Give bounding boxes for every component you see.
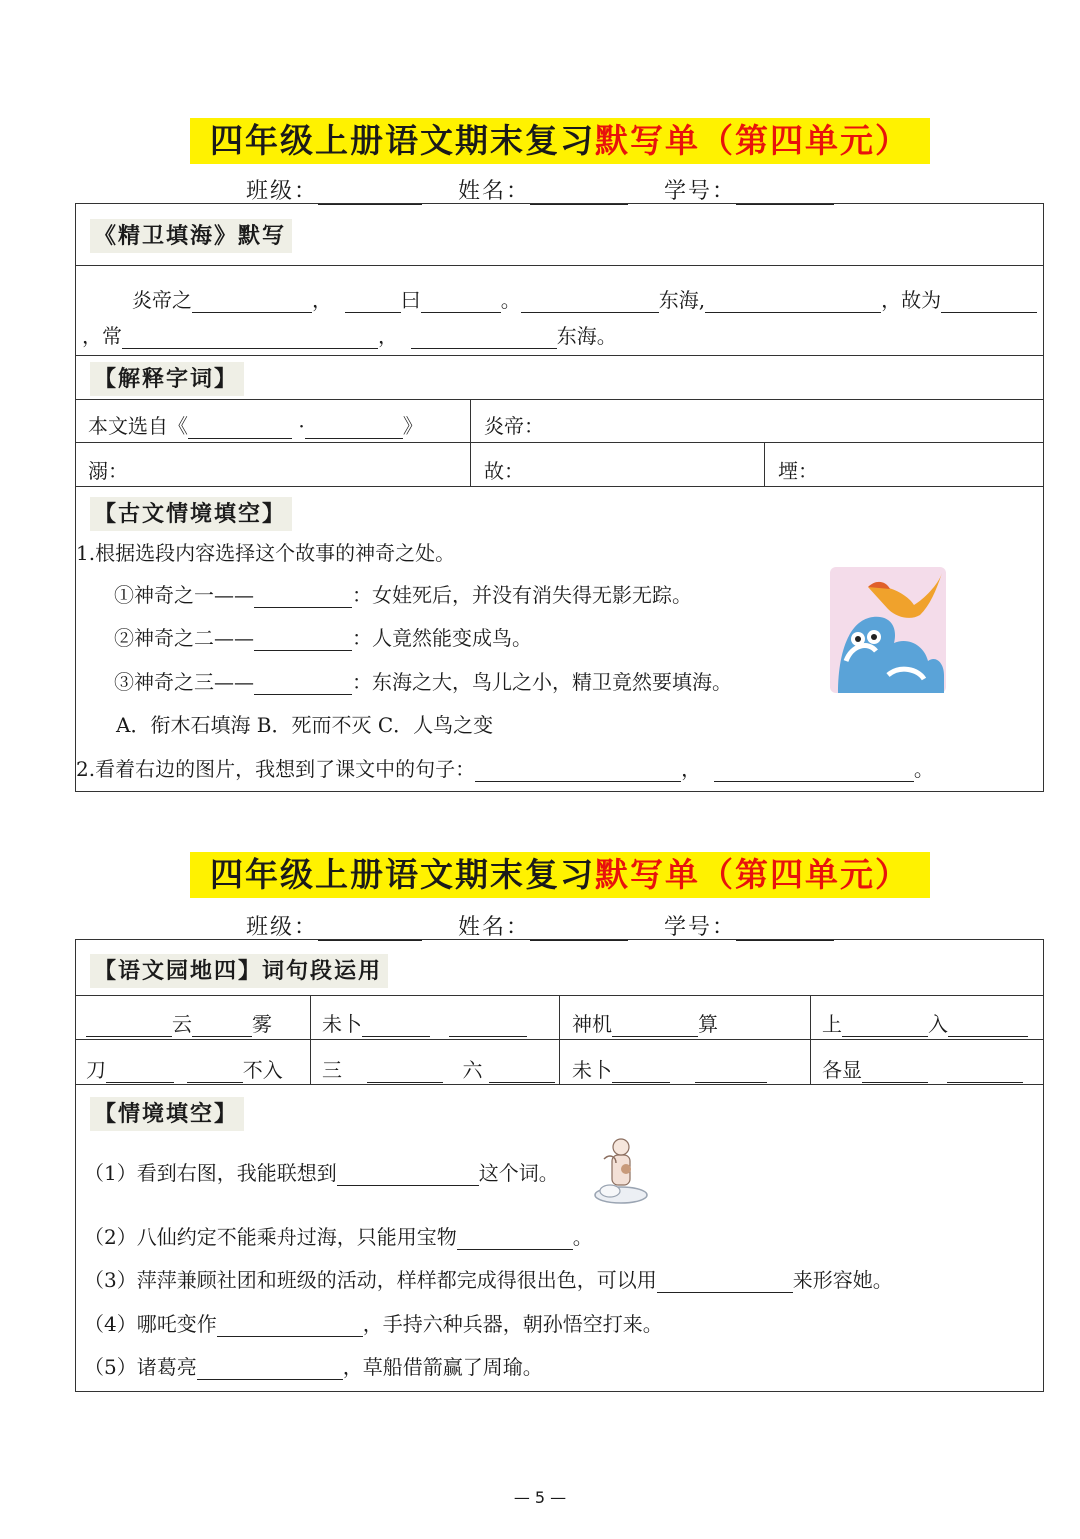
item-text: （5）诸葛亮 — [84, 1355, 197, 1379]
blank[interactable] — [489, 1060, 555, 1083]
sheet1-box — [75, 203, 1044, 792]
blank[interactable] — [122, 326, 378, 349]
poem-text: ， — [378, 324, 398, 348]
idiom-char: 各显 — [822, 1058, 862, 1082]
idiom-cell — [322, 1008, 527, 1037]
poem-text: 东海。 — [556, 324, 617, 348]
divider — [310, 1040, 311, 1084]
blank[interactable] — [345, 290, 401, 313]
poem-text: 东海, — [658, 288, 706, 312]
poem-line-1 — [132, 284, 1037, 313]
q2-end: 。 — [913, 757, 934, 781]
q2-comma: ， — [681, 757, 702, 781]
class-label: 班级： — [245, 915, 318, 940]
idiom-cell — [86, 1008, 272, 1037]
q1-item-3 — [114, 666, 732, 695]
source-label: 本文选自《 — [88, 414, 188, 438]
name-blank[interactable] — [530, 182, 628, 205]
id-label: 学号： — [663, 915, 736, 940]
idiom-cell — [572, 1008, 718, 1037]
idiom-row-2 — [76, 1040, 1043, 1085]
item-text: （4）哪吒变作 — [84, 1312, 217, 1336]
poem-header: 《精卫填海》默写 — [90, 219, 292, 253]
scenario-header: 【情境填空】 — [90, 1097, 244, 1131]
idiom-cell — [822, 1054, 1023, 1083]
page-number: — 5 — — [513, 1488, 567, 1507]
blank[interactable] — [197, 1357, 343, 1380]
item-text: 这个词。 — [478, 1161, 559, 1185]
blank[interactable] — [254, 628, 352, 651]
item-text: ：女娃死后，并没有消失得无影无踪。 — [352, 583, 692, 607]
explain-header: 【解释字词】 — [90, 362, 244, 396]
sheet2-box — [75, 939, 1044, 1392]
source-end: 》 — [402, 414, 423, 438]
item-text: （1）看到右图，我能联想到 — [84, 1161, 337, 1185]
idiom-cell — [572, 1054, 767, 1083]
item-label: ③神奇之三—— — [114, 670, 254, 694]
blank[interactable] — [947, 1060, 1023, 1083]
item-label: ②神奇之二—— — [114, 626, 254, 650]
scenario-item-4 — [84, 1308, 663, 1337]
idiom-char: 不入 — [242, 1058, 283, 1082]
idiom-char: 未卜 — [322, 1012, 362, 1036]
poem-text: 曰 — [400, 288, 421, 312]
blank[interactable] — [612, 1014, 698, 1037]
divider — [810, 996, 811, 1039]
ni-cell: 溺： — [88, 459, 128, 483]
gu-cell: 故： — [484, 459, 524, 483]
scenario-section — [76, 1085, 1043, 1393]
idiom-cell — [822, 1008, 1028, 1037]
blank[interactable] — [192, 1014, 252, 1037]
item-text: ，手持六种兵器，朝孙悟空打来。 — [362, 1312, 663, 1336]
sheet2-meta — [0, 910, 1080, 941]
item-text: 来形容她。 — [792, 1268, 893, 1292]
yandi-cell: 炎帝： — [484, 414, 544, 438]
blank[interactable] — [217, 1314, 363, 1337]
idiom-cell — [322, 1054, 555, 1083]
blank[interactable] — [411, 326, 557, 349]
blank[interactable] — [254, 585, 352, 608]
idiom-char: 刀 — [86, 1058, 106, 1082]
blank[interactable] — [337, 1163, 479, 1186]
source-cell — [88, 410, 423, 439]
idiom-row-1 — [76, 996, 1043, 1040]
q2 — [76, 753, 934, 782]
blank[interactable] — [521, 290, 659, 313]
item-text: （3）萍萍兼顾社团和班级的活动，样样都完成得很出色，可以用 — [84, 1268, 657, 1292]
idiom-char: 上 — [822, 1012, 842, 1036]
blank[interactable] — [305, 416, 403, 439]
idiom-char: 六 — [462, 1058, 483, 1082]
divider — [810, 1040, 811, 1084]
idiom-char: 云 — [172, 1012, 192, 1036]
divider — [470, 443, 471, 486]
scenario-item-5 — [84, 1351, 543, 1380]
context-section — [76, 487, 1043, 793]
blank[interactable] — [449, 1014, 527, 1037]
idiom-char: 三 — [322, 1058, 342, 1082]
poem-text: ，常 — [82, 324, 122, 348]
scenario-item-3 — [84, 1264, 893, 1293]
blank[interactable] — [695, 1060, 767, 1083]
q1: 1.根据选段内容选择这个故事的神奇之处。 — [76, 541, 456, 565]
id-label: 学号： — [663, 179, 736, 204]
title-red: 默写单（第四单元） — [595, 121, 910, 160]
poem-text: 。 — [500, 288, 521, 312]
poem-header-row — [76, 204, 1043, 266]
id-blank[interactable] — [736, 182, 834, 205]
scenario-item-1 — [84, 1157, 559, 1186]
q1-item-2 — [114, 622, 532, 651]
blank[interactable] — [862, 1060, 928, 1083]
source-row — [76, 400, 1043, 443]
item-text: （2）八仙约定不能乘舟过海，只能用宝物 — [84, 1225, 457, 1249]
name-label: 姓名： — [457, 915, 530, 940]
poem-text: ， — [312, 288, 332, 312]
sheet2-title — [190, 852, 930, 898]
class-blank[interactable] — [318, 182, 422, 205]
blank[interactable] — [86, 1014, 172, 1037]
id-blank[interactable] — [736, 918, 834, 941]
idiom-char: 雾 — [252, 1012, 272, 1036]
source-dot: · — [298, 414, 305, 438]
name-blank[interactable] — [530, 918, 628, 941]
blank[interactable] — [362, 1014, 430, 1037]
poem-fill-row — [76, 266, 1043, 356]
idiom-char: 算 — [698, 1012, 718, 1036]
yin-cell: 堙： — [778, 459, 818, 483]
poem-text: ，故为 — [881, 288, 942, 312]
jingwei-bird-wave-illustration — [828, 565, 948, 695]
item-label: ①神奇之一—— — [114, 583, 254, 607]
idiom-cell — [86, 1054, 283, 1083]
item-text: 。 — [572, 1225, 593, 1249]
blank[interactable] — [254, 672, 352, 695]
title-black: 四年级上册语文期末复习 — [210, 121, 595, 160]
blank[interactable] — [842, 1014, 928, 1037]
blank[interactable] — [705, 290, 881, 313]
word-row — [76, 443, 1043, 487]
blank[interactable] — [948, 1014, 1028, 1037]
poem-text: 炎帝之 — [132, 288, 192, 312]
divider — [559, 1040, 560, 1084]
divider — [310, 996, 311, 1039]
sheet1-meta — [0, 174, 1080, 205]
q1-item-1 — [114, 579, 692, 608]
poem-line-2 — [82, 320, 617, 349]
blank[interactable] — [457, 1227, 573, 1250]
garden-header-row — [76, 940, 1043, 996]
blank[interactable] — [657, 1270, 793, 1293]
immortal-on-cloud-illustration — [590, 1129, 652, 1207]
explain-header-row — [76, 356, 1043, 400]
idiom-char: 神机 — [572, 1012, 612, 1036]
options: A．衔木石填海 B．死而不灭 C．人鸟之变 — [116, 713, 494, 737]
blank[interactable] — [612, 1060, 670, 1083]
blank[interactable] — [106, 1060, 174, 1083]
title-red: 默写单（第四单元） — [595, 855, 910, 894]
idiom-char: 未卜 — [572, 1058, 612, 1082]
item-text: ：人竟然能变成鸟。 — [352, 626, 532, 650]
class-blank[interactable] — [318, 918, 422, 941]
divider — [559, 996, 560, 1039]
blank[interactable] — [367, 1060, 443, 1083]
item-text: ，草船借箭赢了周瑜。 — [342, 1355, 543, 1379]
q2-text: 2.看着右边的图片，我想到了课文中的句子： — [76, 757, 476, 781]
blank[interactable] — [188, 416, 292, 439]
title-black: 四年级上册语文期末复习 — [210, 855, 595, 894]
garden-header: 【语文园地四】词句段运用 — [90, 954, 388, 988]
scenario-item-2 — [84, 1221, 593, 1250]
divider — [470, 400, 471, 442]
name-label: 姓名： — [457, 179, 530, 204]
blank[interactable] — [941, 290, 1037, 313]
blank[interactable] — [192, 290, 312, 313]
sheet1-title — [190, 118, 930, 164]
blank[interactable] — [421, 290, 501, 313]
blank[interactable] — [714, 759, 914, 782]
divider — [764, 443, 765, 486]
class-label: 班级： — [245, 179, 318, 204]
idiom-char: 入 — [928, 1012, 948, 1036]
blank[interactable] — [475, 759, 681, 782]
blank[interactable] — [187, 1060, 243, 1083]
context-header: 【古文情境填空】 — [90, 497, 292, 531]
item-text: ：东海之大，鸟儿之小，精卫竟然要填海。 — [352, 670, 732, 694]
